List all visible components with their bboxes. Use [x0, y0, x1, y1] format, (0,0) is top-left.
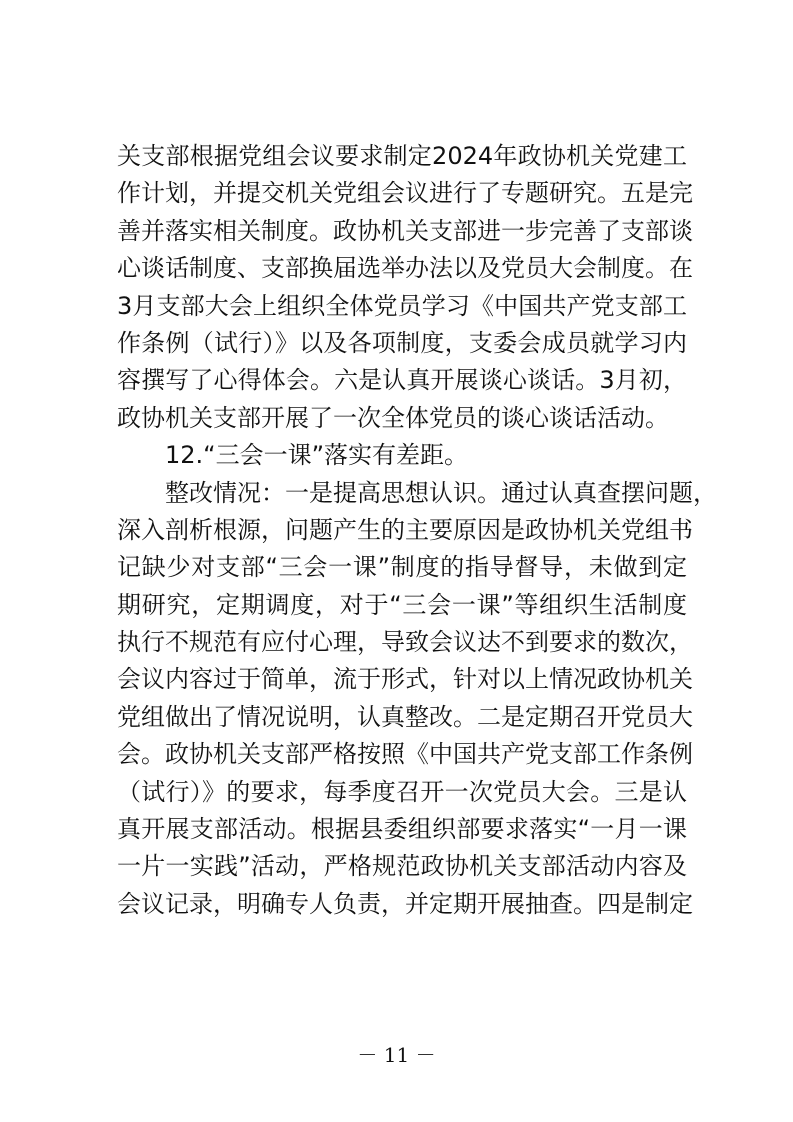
text-line: 3月支部大会上组织全体党员学习《中国共产党支部工: [117, 291, 687, 320]
text-line: 政协机关支部开展了一次全体党员的谈心谈话活动。: [117, 403, 669, 432]
text-line: 执行不规范有应付心理，导致会议达不到要求的数次，: [117, 628, 693, 657]
text-line: 记缺少对支部“三会一课”制度的指导督导，未做到定: [117, 553, 687, 582]
text-line: 容撰写了心得体会。六是认真开展谈心谈话。3月初，: [117, 366, 687, 395]
text-line: 期研究，定期调度，对于“三会一课”等组织生活制度: [117, 590, 687, 619]
section-heading: 12.“三会一课”落实有差距。: [165, 441, 469, 470]
text-line: 整改情况：一是提高思想认识。通过认真查摆问题，: [165, 478, 717, 507]
text-line: 深入剖析根源，问题产生的主要原因是政协机关党组书: [117, 515, 693, 544]
text-line: 关支部根据党组会议要求制定2024年政协机关党建工: [117, 142, 687, 170]
text-line: 会。政协机关支部严格按照《中国共产党支部工作条例: [117, 740, 693, 769]
text-line: （试行）》的要求，每季度召开一次党员大会。三是认: [117, 777, 687, 806]
text-line: 一片一实践”活动，严格规范政协机关支部活动内容及: [117, 852, 687, 881]
text-line: 会议记录，明确专人负责，并定期开展抽查。四是制定: [117, 889, 693, 918]
text-line: 会议内容过于简单，流于形式，针对以上情况政协机关: [117, 665, 693, 694]
body-text: [117, 138, 717, 923]
text-line: 党组做出了情况说明，认真整改。二是定期召开党员大: [117, 702, 693, 731]
page-number: － 11 －: [357, 1043, 436, 1067]
text-line: 真开展支部活动。根据县委组织部要求落实“一月一课: [117, 815, 687, 844]
text-line: 作计划，并提交机关党组会议进行了专题研究。五是完: [117, 179, 693, 208]
text-line: 作条例（试行）》以及各项制度，支委会成员就学习内: [117, 328, 687, 357]
text-line: 心谈话制度、支部换届选举办法以及党员大会制度。在: [117, 254, 693, 283]
text-line: 善并落实相关制度。政协机关支部进一步完善了支部谈: [117, 216, 693, 245]
